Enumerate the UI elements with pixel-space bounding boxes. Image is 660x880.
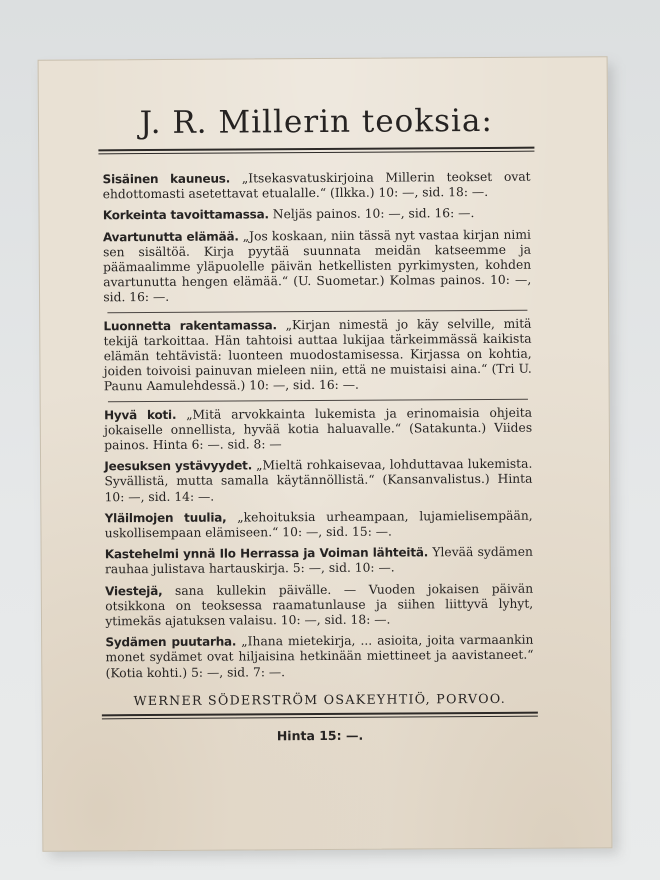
book-description: „Jos koskaan, niin tässä nyt vastaa kirjan nimi sen sisältöä. Kirja pyytää suunnata meidän katseemme ja päämaalimme yläpuolelle päivän hetkellisten pyrkimysten, kohden avartunutta hengen elämää.“ (U. Suometar.) Kolmas painos. 10: —, sid. 16: —. [103, 227, 532, 305]
book-description: „Kirjan nimestä jo käy selville, mitä tekijä tarkoittaa. Hän tahtoisi auttaa lukijaa tärkeimmässä kaikista elämän tehtävistä: luonteen muodostamisessa. Kirjassa on kohtia, joiden toivoisi painuvan mieleen niin, että ne muistaisi aina.“ (Tri U. Paunu Aamulehdessä.) 10: —, sid. 16: —. [103, 316, 532, 394]
book-description: sana kullekin päivälle. — Vuoden jokaisen päivän otsikkona on teoksessa raamatunlause ja siihen liittyvä lyhyt, ytimekäs ajatuksen valaisu. 10: —, sid. 18: —. [105, 581, 534, 629]
book-title: Luonnetta rakentamassa. [103, 317, 277, 333]
publisher-rule [102, 712, 538, 720]
list-item [103, 170, 531, 203]
list-item [103, 316, 531, 395]
page-title: J. R. Millerin teoksia: [139, 102, 493, 142]
book-title: Viestejä, [105, 583, 163, 598]
book-list [97, 170, 540, 682]
divider [107, 309, 527, 313]
book-title: Sisäinen kauneus. [102, 171, 231, 187]
book-title: Avartunutta elämää. [102, 229, 239, 244]
list-item [103, 206, 531, 224]
book-title: Yläilmojen tuulia, [104, 510, 227, 526]
book-title: Hyvä koti. [103, 407, 177, 422]
list-item [105, 581, 533, 629]
book-description: „kehoituksia urheampaan, lujamielisempään, uskollisempaan elämiseen.“ 10: —, sid. 15: —. [104, 508, 533, 541]
book-title: Sydämen puutarha. [105, 634, 237, 650]
list-item [105, 545, 533, 578]
book-description: „Itsekasvatuskirjoina Millerin teokset ovat ehdottomasti asetettavat etualalle.“ (Ilkka.) 10: —, sid. 18: —. [102, 169, 531, 202]
divider [108, 398, 528, 402]
book-description: Neljäs painos. 10: —, sid. 16: —. [272, 206, 475, 222]
list-item [104, 457, 532, 505]
list-item [105, 509, 533, 542]
book-description: „Mitä arvokkainta lukemista ja erinomaisia ohjeita jokaiselle onnellista, hyvää kotia haluavalle.“ (Satakunta.) Viides painos. Hinta 6: —. sid. 8: — [104, 405, 533, 453]
book-description: „Ihana mietekirja, ... asioita, joita varmaankin monet sydämet ovat hiljaisina hetkinään miettineet ja aavistaneet.“ (Kotia kohti.) 5: —, sid. 7: —. [105, 632, 534, 680]
publisher: WERNER SÖDERSTRÖM OSAKEYHTIÖ, PORVOO. [133, 690, 507, 709]
back-cover-content [96, 71, 540, 745]
book-description: „Mieltä rohkaisevaa, lohduttavaa lukemista. Syvällistä, mutta samalla käytännöllistä.“ (Kansanvalistus.) Hinta 10: —, sid. 14: —. [104, 456, 533, 504]
book-title: Korkeinta tavoittamassa. [102, 207, 269, 223]
price: Hinta 15: —. [276, 727, 364, 744]
book-title: Kastehelmi ynnä Ilo Herrassa ja Voiman lähteitä. [104, 545, 429, 562]
book-description: Ylevää sydämen rauhaa julistava hartauskirja. 5: —, sid. 10: —. [104, 544, 533, 577]
book-title: Jeesuksen ystävyydet. [104, 458, 253, 474]
list-item [103, 227, 531, 306]
list-item [105, 633, 533, 681]
list-item [104, 405, 532, 453]
